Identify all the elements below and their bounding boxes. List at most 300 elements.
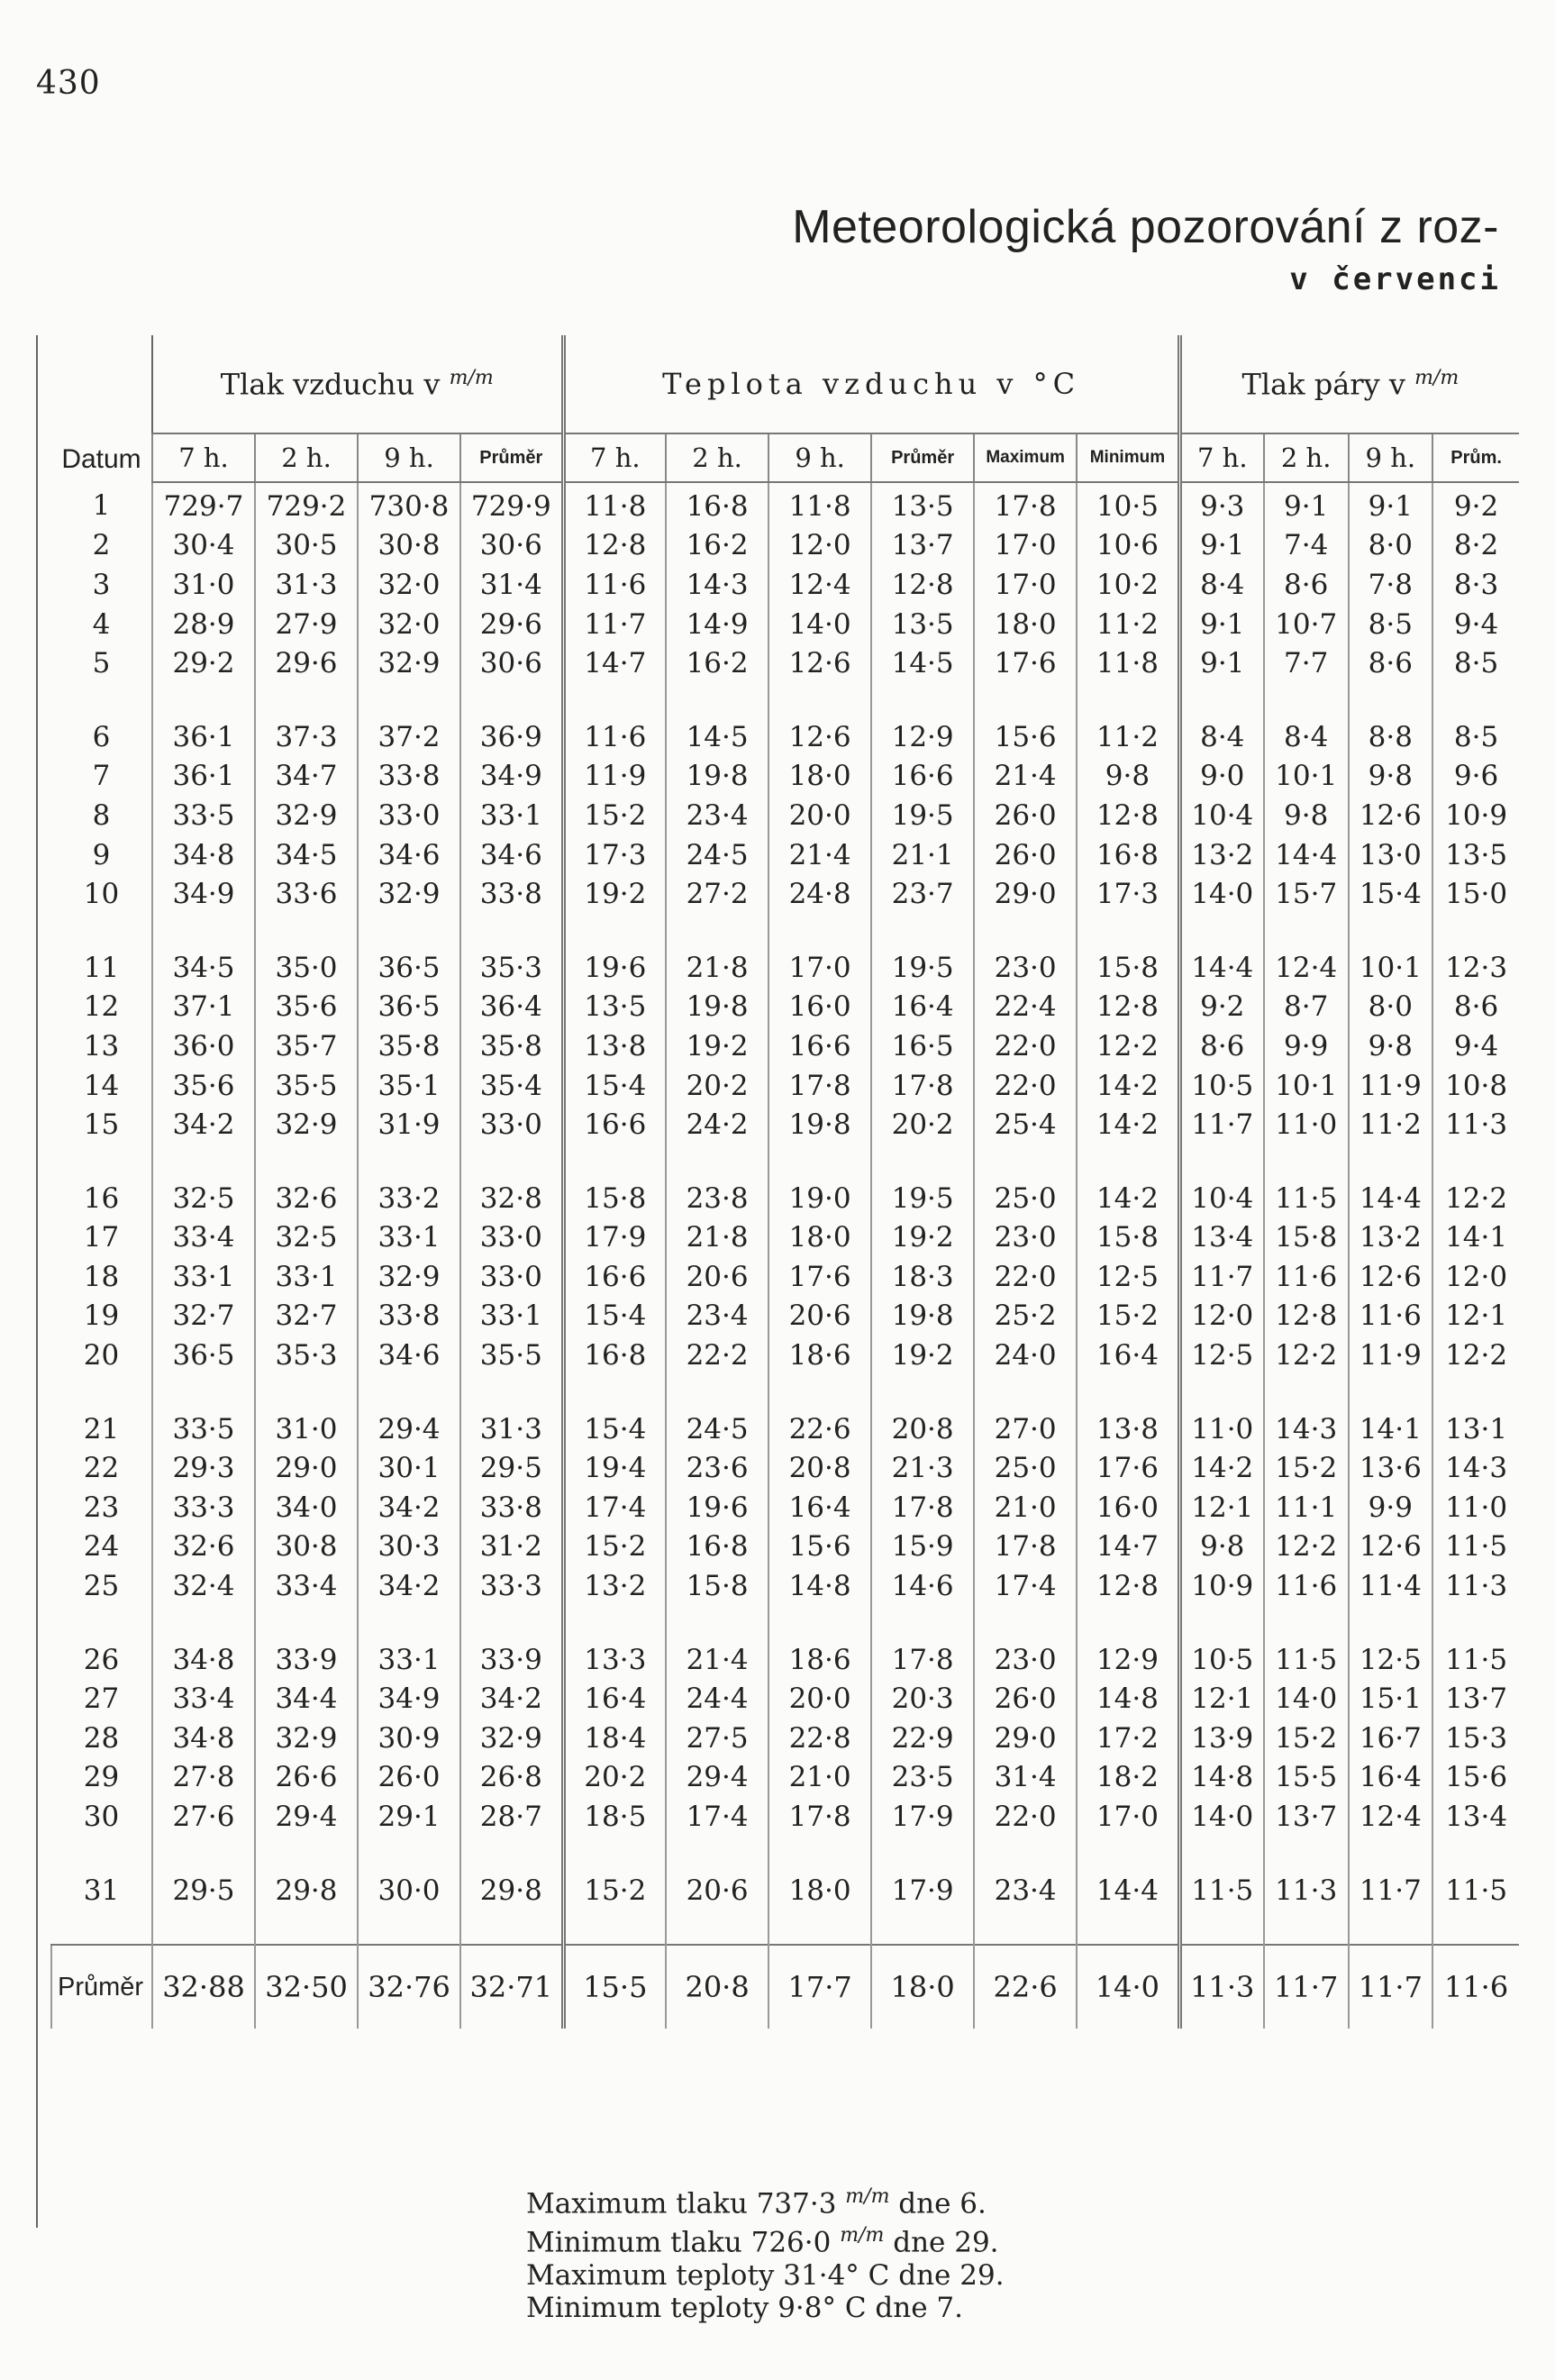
value-cell: 29·8 [460,1871,563,1910]
value-cell: 22·0 [974,1797,1077,1837]
value-cell: 33·9 [255,1640,358,1680]
note-max-pressure: Maximum tlaku 737·3 $^{m/m}$ dne 6. [526,2185,987,2220]
value-cell: 7·7 [1264,643,1349,683]
value-cell: 35·3 [255,1336,358,1375]
value-cell: 8·8 [1349,717,1433,757]
value-cell: 32·88 [152,1945,255,2029]
value-cell: 31·0 [255,1409,358,1449]
value-cell: 37·2 [358,717,460,757]
value-cell: 19·8 [666,757,768,797]
value-cell: 29·6 [255,643,358,683]
value-cell: 14·1 [1349,1409,1433,1449]
value-cell: 12·8 [563,526,666,566]
value-cell: 8·0 [1349,988,1433,1027]
table-row [51,1797,1519,1837]
value-cell: 7·4 [1264,526,1349,566]
table-row [51,605,1519,644]
value-cell: 14·4 [1179,948,1264,988]
value-cell: 14·5 [871,643,974,683]
value-cell: 19·0 [768,1179,871,1218]
day-cell: 19 [83,1299,120,1333]
value-cell: 8·6 [1432,988,1519,1027]
value-cell: 14·4 [1077,1871,1179,1910]
value-cell: 10·5 [1077,482,1179,526]
value-cell: 20·3 [871,1679,974,1719]
value-cell: 34·8 [152,835,255,875]
value-cell: 11·5 [1432,1871,1519,1910]
value-cell: 23·4 [974,1871,1077,1910]
col-temp-2h: 2 h. [666,433,768,482]
value-cell: 12·5 [1349,1640,1433,1680]
value-cell: 35·6 [255,988,358,1027]
pressure-header-label: Tlak vzduchu v [220,367,441,402]
value-cell: 29·0 [255,1448,358,1488]
value-cell: 15·4 [563,1066,666,1106]
value-cell: 16·5 [871,1026,974,1066]
col-temp-mean: Průměr [871,433,974,482]
value-cell: 12·6 [1349,1257,1433,1297]
table-row [51,835,1519,875]
summary-notes [526,2181,1005,2324]
value-cell: 8·4 [1264,717,1349,757]
note-min-temperature: Minimum teploty 9·8° C dne 7. [526,2291,964,2324]
value-cell: 18·4 [563,1719,666,1758]
value-cell: 35·7 [255,1026,358,1066]
table-row [51,1566,1519,1606]
day-cell: 2 [92,529,111,562]
value-cell: 729·2 [255,482,358,526]
value-cell: 15·4 [563,1409,666,1449]
col-pressure-9h: 9 h. [358,433,460,482]
value-cell: 30·8 [358,526,460,566]
value-cell: 17·9 [871,1871,974,1910]
value-cell: 10·6 [1077,526,1179,566]
value-cell: 25·0 [974,1448,1077,1488]
col-temp-min: Minimum [1077,433,1179,482]
value-cell: 13·5 [1432,835,1519,875]
value-cell: 729·7 [152,482,255,526]
value-cell: 11·3 [1432,1566,1519,1606]
value-cell: 34·2 [358,1488,460,1527]
value-cell: 17·4 [974,1566,1077,1606]
table-row [51,948,1519,988]
value-cell: 31·2 [460,1527,563,1567]
value-cell: 10·1 [1264,757,1349,797]
value-cell: 23·8 [666,1179,768,1218]
day-cell: 28 [83,1721,120,1755]
value-cell: 21·8 [666,1218,768,1258]
value-cell: 9·4 [1432,1026,1519,1066]
value-cell: 8·7 [1264,988,1349,1027]
temperature-group-header [563,335,1179,433]
value-cell: 10·4 [1179,796,1264,835]
value-cell: 35·5 [255,1066,358,1106]
observation-table [50,335,1519,2029]
value-cell: 32·9 [255,1105,358,1144]
value-cell: 14·0 [768,605,871,644]
value-cell: 34·5 [255,835,358,875]
value-cell: 32·71 [460,1945,563,2029]
day-cell: 31 [83,1874,120,1907]
value-cell: 31·3 [460,1409,563,1449]
value-cell: 34·9 [152,874,255,914]
value-cell: 15·8 [563,1179,666,1218]
value-cell: 22·2 [666,1336,768,1375]
value-cell: 33·8 [358,1297,460,1336]
table-row [51,1409,1519,1449]
table-row [51,1448,1519,1488]
value-cell: 32·9 [255,796,358,835]
value-cell: 8·0 [1349,526,1433,566]
value-cell: 10·5 [1179,1640,1264,1680]
table-body [51,482,1519,2029]
value-cell: 34·9 [460,757,563,797]
table-row [51,1488,1519,1527]
value-cell: 12·4 [768,565,871,605]
value-cell: 36·5 [358,948,460,988]
value-cell: 32·50 [255,1945,358,2029]
value-cell: 14·2 [1077,1179,1179,1218]
value-cell: 34·4 [255,1679,358,1719]
value-cell: 11·1 [1264,1488,1349,1527]
day-cell: 16 [83,1181,120,1215]
value-cell: 14·2 [1077,1066,1179,1106]
page-title: Meteorologická pozorování z roz- [792,201,1499,253]
value-cell: 12·8 [1077,1566,1179,1606]
value-cell: 18·6 [768,1336,871,1375]
col-pressure-7h: 7 h. [152,433,255,482]
table-row [51,1218,1519,1258]
day-cell: 5 [92,647,111,680]
note-max-temperature: Maximum teploty 31·4° C dne 29. [526,2258,1005,2292]
vapour-unit: m/m [1414,366,1460,389]
value-cell: 26·8 [460,1758,563,1798]
day-cell: 14 [83,1069,120,1102]
value-cell: 17·0 [768,948,871,988]
value-cell: 15·6 [1432,1758,1519,1798]
group-spacer [51,1606,1519,1640]
group-spacer [51,1144,1519,1179]
value-cell: 20·2 [666,1066,768,1106]
value-cell: 17·0 [1077,1797,1179,1837]
value-cell: 30·4 [152,526,255,566]
value-cell: 32·5 [152,1179,255,1218]
value-cell: 22·8 [768,1719,871,1758]
datum-header: Datum [61,444,141,474]
value-cell: 32·5 [255,1218,358,1258]
table-row [51,1871,1519,1910]
value-cell: 17·2 [1077,1719,1179,1758]
table-row [51,1527,1519,1567]
value-cell: 17·6 [1077,1448,1179,1488]
value-cell: 8·5 [1432,643,1519,683]
value-cell: 10·9 [1432,796,1519,835]
value-cell: 25·4 [974,1105,1077,1144]
day-cell: 27 [83,1682,120,1716]
value-cell: 15·2 [563,1527,666,1567]
value-cell: 11·3 [1264,1871,1349,1910]
value-cell: 34·0 [255,1488,358,1527]
col-temp-max: Maximum [974,433,1077,482]
table-row [51,1719,1519,1758]
value-cell: 11·2 [1077,605,1179,644]
value-cell: 12·6 [768,643,871,683]
value-cell: 18·0 [871,1945,974,2029]
value-cell: 17·9 [871,1797,974,1837]
value-cell: 20·2 [871,1105,974,1144]
day-cell: 12 [83,990,120,1024]
value-cell: 22·0 [974,1257,1077,1297]
value-cell: 23·5 [871,1758,974,1798]
value-cell: 34·8 [152,1640,255,1680]
day-cell: 6 [92,720,111,753]
value-cell: 31·3 [255,565,358,605]
col-vapour-7h: 7 h. [1179,433,1264,482]
value-cell: 15·8 [1077,1218,1179,1258]
value-cell: 12·1 [1179,1679,1264,1719]
value-cell: 29·2 [152,643,255,683]
value-cell: 14·0 [1179,874,1264,914]
value-cell: 9·8 [1179,1527,1264,1567]
value-cell: 29·4 [666,1758,768,1798]
value-cell: 32·9 [358,874,460,914]
value-cell: 730·8 [358,482,460,526]
value-cell: 13·1 [1432,1409,1519,1449]
value-cell: 8·4 [1179,717,1264,757]
value-cell: 12·4 [1264,948,1349,988]
value-cell: 12·2 [1264,1336,1349,1375]
pressure-group-header [152,335,563,433]
value-cell: 14·8 [1077,1679,1179,1719]
value-cell: 16·4 [1349,1758,1433,1798]
value-cell: 14·0 [1077,1945,1179,2029]
value-cell: 15·3 [1432,1719,1519,1758]
day-cell: 24 [83,1530,120,1564]
value-cell: 12·6 [768,717,871,757]
value-cell: 22·6 [974,1945,1077,2029]
value-cell: 11·3 [1179,1945,1264,2029]
value-cell: 12·8 [1264,1297,1349,1336]
value-cell: 26·0 [974,1679,1077,1719]
value-cell: 25·0 [974,1179,1077,1218]
value-cell: 16·0 [768,988,871,1027]
value-cell: 21·3 [871,1448,974,1488]
value-cell: 13·2 [563,1566,666,1606]
value-cell: 9·8 [1264,796,1349,835]
col-temp-7h: 7 h. [563,433,666,482]
value-cell: 15·6 [768,1527,871,1567]
value-cell: 16·4 [768,1488,871,1527]
value-cell: 15·2 [563,796,666,835]
page-subtitle: v červenci [1289,261,1501,297]
col-vapour-2h: 2 h. [1264,433,1349,482]
table-row [51,1026,1519,1066]
value-cell: 32·7 [255,1297,358,1336]
value-cell: 34·8 [152,1719,255,1758]
value-cell: 16·7 [1349,1719,1433,1758]
value-cell: 33·2 [358,1179,460,1218]
value-cell: 17·8 [974,482,1077,526]
value-cell: 24·0 [974,1336,1077,1375]
value-cell: 15·2 [1264,1448,1349,1488]
value-cell: 12·2 [1077,1026,1179,1066]
value-cell: 9·4 [1432,605,1519,644]
value-cell: 33·0 [460,1257,563,1297]
value-cell: 34·6 [460,835,563,875]
value-cell: 23·0 [974,1218,1077,1258]
value-cell: 10·1 [1264,1066,1349,1106]
value-cell: 28·9 [152,605,255,644]
table-row [51,1179,1519,1218]
day-cell: 13 [83,1029,120,1062]
value-cell: 16·6 [768,1026,871,1066]
value-cell: 8·4 [1179,565,1264,605]
value-cell: 8·5 [1349,605,1433,644]
value-cell: 37·1 [152,988,255,1027]
col-vapour-mean: Prům. [1432,433,1519,482]
value-cell: 17·0 [974,526,1077,566]
value-cell: 14·2 [1077,1105,1179,1144]
value-cell: 30·9 [358,1719,460,1758]
value-cell: 17·3 [1077,874,1179,914]
vapour-header-label: Tlak páry v [1241,367,1405,402]
value-cell: 12·9 [1077,1640,1179,1680]
value-cell: 11·9 [563,757,666,797]
day-cell: 22 [83,1452,120,1485]
day-cell: 8 [92,798,111,832]
value-cell: 15·6 [974,717,1077,757]
value-cell: 14·9 [666,605,768,644]
group-spacer [51,683,1519,717]
table-row [51,874,1519,914]
value-cell: 16·4 [563,1679,666,1719]
value-cell: 14·6 [871,1566,974,1606]
value-cell: 30·0 [358,1871,460,1910]
value-cell: 17·3 [563,835,666,875]
value-cell: 22·4 [974,988,1077,1027]
value-cell: 26·0 [358,1758,460,1798]
table-row [51,757,1519,797]
value-cell: 16·6 [871,757,974,797]
value-cell: 17·8 [871,1488,974,1527]
value-cell: 12·5 [1077,1257,1179,1297]
group-spacer [51,1837,1519,1871]
value-cell: 20·8 [871,1409,974,1449]
value-cell: 30·5 [255,526,358,566]
value-cell: 35·0 [255,948,358,988]
value-cell: 16·8 [563,1336,666,1375]
value-cell: 10·4 [1179,1179,1264,1218]
vapour-group-header [1179,335,1519,433]
value-cell: 12·6 [1349,1527,1433,1567]
value-cell: 10·8 [1432,1066,1519,1106]
value-cell: 9·6 [1432,757,1519,797]
value-cell: 32·0 [358,565,460,605]
value-cell: 13·3 [563,1640,666,1680]
value-cell: 12·0 [1432,1257,1519,1297]
value-cell: 34·5 [152,948,255,988]
value-cell: 35·8 [358,1026,460,1066]
value-cell: 30·6 [460,643,563,683]
value-cell: 34·2 [358,1566,460,1606]
table-row [51,1679,1519,1719]
value-cell: 32·76 [358,1945,460,2029]
value-cell: 13·5 [563,988,666,1027]
value-cell: 14·4 [1349,1179,1433,1218]
value-cell: 29·0 [974,874,1077,914]
value-cell: 9·9 [1264,1026,1349,1066]
value-cell: 15·8 [666,1566,768,1606]
value-cell: 11·5 [1432,1527,1519,1567]
value-cell: 32·9 [460,1719,563,1758]
value-cell: 27·5 [666,1719,768,1758]
value-cell: 32·9 [255,1719,358,1758]
value-cell: 33·0 [460,1105,563,1144]
value-cell: 17·6 [768,1257,871,1297]
value-cell: 12·3 [1432,948,1519,988]
value-cell: 27·2 [666,874,768,914]
value-cell: 11·0 [1179,1409,1264,1449]
value-cell: 33·0 [460,1218,563,1258]
value-cell: 30·8 [255,1527,358,1567]
value-cell: 33·9 [460,1640,563,1680]
value-cell: 12·9 [871,717,974,757]
value-cell: 11·5 [1432,1640,1519,1680]
value-cell: 13·2 [1349,1218,1433,1258]
value-cell: 25·2 [974,1297,1077,1336]
value-cell: 19·6 [563,948,666,988]
col-temp-9h: 9 h. [768,433,871,482]
value-cell: 33·5 [152,1409,255,1449]
value-cell: 11·8 [768,482,871,526]
value-cell: 8·6 [1179,1026,1264,1066]
value-cell: 14·7 [563,643,666,683]
value-cell: 10·9 [1179,1566,1264,1606]
value-cell: 10·1 [1349,948,1433,988]
value-cell: 12·8 [871,565,974,605]
value-cell: 29·6 [460,605,563,644]
value-cell: 36·5 [152,1336,255,1375]
value-cell: 16·2 [666,643,768,683]
value-cell: 19·2 [871,1336,974,1375]
value-cell: 32·0 [358,605,460,644]
value-cell: 15·8 [1077,948,1179,988]
value-cell: 10·7 [1264,605,1349,644]
value-cell: 11·6 [1264,1257,1349,1297]
day-cell: 20 [83,1339,120,1372]
value-cell: 23·7 [871,874,974,914]
value-cell: 17·7 [768,1945,871,2029]
value-cell: 17·6 [974,643,1077,683]
value-cell: 19·5 [871,1179,974,1218]
value-cell: 29·8 [255,1871,358,1910]
group-spacer [51,1910,1519,1945]
value-cell: 13·0 [1349,835,1433,875]
value-cell: 19·5 [871,796,974,835]
value-cell: 22·6 [768,1409,871,1449]
value-cell: 36·1 [152,717,255,757]
value-cell: 17·8 [974,1527,1077,1567]
value-cell: 33·8 [460,874,563,914]
value-cell: 11·2 [1349,1105,1433,1144]
value-cell: 16·4 [1077,1336,1179,1375]
value-cell: 12·1 [1179,1488,1264,1527]
value-cell: 17·0 [974,565,1077,605]
value-cell: 17·8 [871,1640,974,1680]
value-cell: 11·5 [1264,1179,1349,1218]
value-cell: 9·8 [1077,757,1179,797]
value-cell: 23·0 [974,948,1077,988]
